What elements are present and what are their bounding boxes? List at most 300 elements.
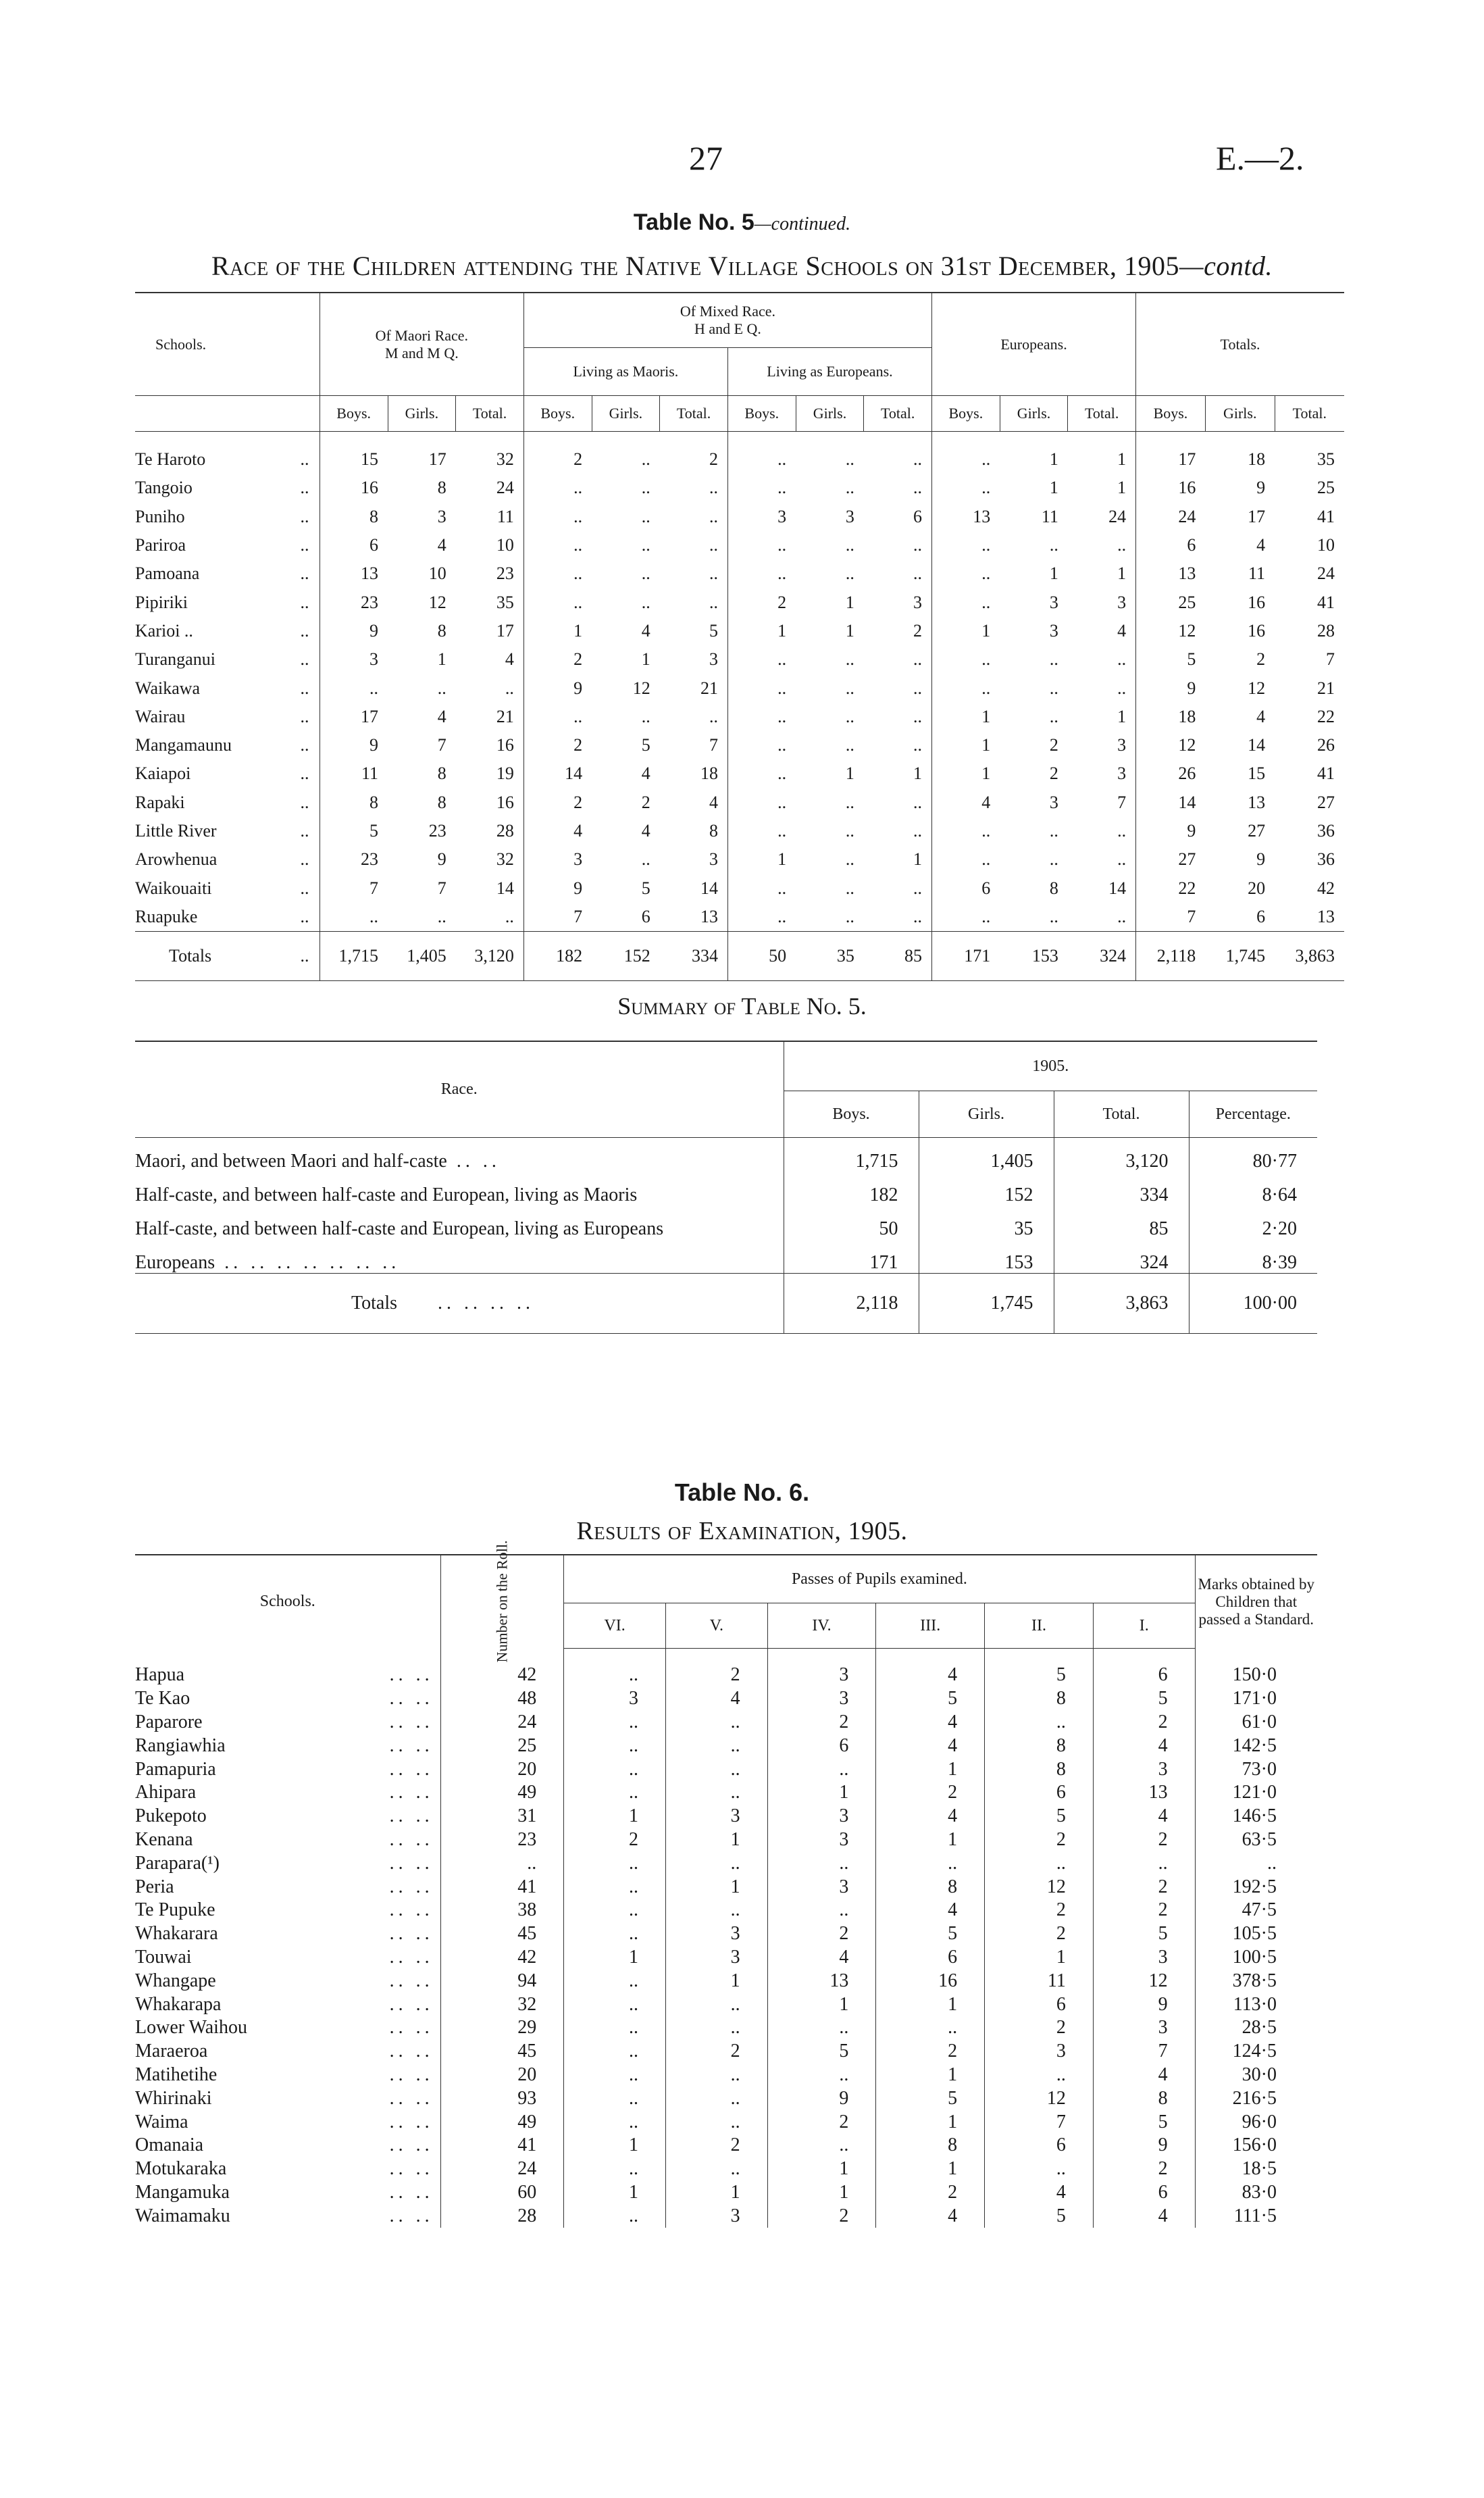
cell-value: .. [1117,821,1127,841]
cell-value: 6 [1256,906,1266,926]
cell-value: .. [665,1734,767,1757]
cell-value: 13 [1317,906,1335,926]
table-row [135,1946,1317,1970]
cell-value: 5 [1093,1922,1195,1946]
col-roll [440,1540,564,1663]
cell-value: 21 [700,678,718,698]
leader-dots: .. [300,849,309,870]
cell-value: .. [641,849,650,870]
leader-dots: .. [300,449,309,470]
table-row [135,1922,1317,1946]
cell-value: 4 [1093,2204,1195,2228]
cell-value: 11 [319,759,388,788]
cell-value: 24 [1136,503,1206,531]
cell-value: 8 [985,1757,1094,1781]
cell-value: 1 [437,649,446,670]
table6-body [135,1649,1317,2228]
leader-dots: .. .. [389,1782,434,1803]
cell-value: 1 [767,1781,876,1805]
leader-dots: .. .. [456,1151,501,1172]
hdr-girls: Girls. [1000,396,1068,432]
cell-value: 6 [641,906,650,926]
hdr-std-iii: III. [876,1603,985,1649]
leader-dots: .. .. [389,1899,434,1921]
cell-value: 48 [440,1687,564,1711]
cell-value: 5 [767,2040,876,2064]
cell-value: 8 [985,1687,1094,1711]
cell-value: 16 [496,735,514,755]
cell-value: 1 [1117,478,1127,498]
cell-value: .. [1117,849,1127,870]
cell-value: 3 [767,1805,876,1828]
cell-value: 32 [496,449,514,470]
cell-value: 18·5 [1195,2157,1317,2181]
cell-value: 6 [985,2134,1094,2157]
race-label [135,1205,784,1239]
cell-value: 3,863 [1275,932,1344,981]
col-race: Race. [135,1041,784,1138]
cell-value: 3 [1117,735,1127,755]
cell-value: .. [564,1899,666,1922]
table-row [135,1899,1317,1922]
summary-title [0,992,1484,1020]
cell-value: 49 [440,2110,564,2134]
cell-value: 35 [796,932,864,981]
cell-value: 7 [1326,649,1335,670]
cell-value: 171 [932,932,1000,981]
cell-value: 36 [1317,849,1335,870]
cell-value: 1 [1049,449,1058,470]
cell-value: 83·0 [1195,2181,1317,2205]
page-number: 27 [689,139,723,177]
school-name: Hapua [135,1664,185,1686]
cell-value: 2 [1093,1711,1195,1734]
school-name: Tangoio [135,478,193,498]
cell-value: .. [564,2204,666,2228]
cell-value: .. [665,1899,767,1922]
cell-value: 16 [876,1969,985,1993]
cell-value: 3 [709,649,718,670]
cell-value: .. [1049,649,1058,670]
col-schools: Schools. [135,293,319,396]
cell-value: .. [709,478,718,498]
cell-value: .. [913,735,922,755]
cell-value: 42 [440,1649,564,1687]
cell-value: .. [440,1851,564,1875]
cell-value: 2 [564,1828,666,1852]
cell-value: 182 [523,932,592,981]
school-name: Karioi .. [135,620,193,641]
cell-value: 3 [1049,620,1058,641]
table-row [135,588,1344,616]
table5-title-text: Table No. 5 [633,209,754,235]
cell-value: .. [709,535,718,555]
cell-value: 9 [523,874,592,902]
cell-value: .. [985,2157,1094,2181]
cell-value: 378·5 [1195,1969,1317,1993]
hdr-boys: Boys. [523,396,592,432]
cell-value: .. [1049,821,1058,841]
cell-value: .. [641,564,650,584]
cell-value: 16 [1136,474,1206,502]
leader-dots: .. .. [389,1876,434,1897]
cell-value: 3 [1093,1757,1195,1781]
cell-value: 1 [876,1828,985,1852]
cell-value: 2 [665,2134,767,2157]
table6-title [0,1478,1484,1507]
cell-value: 6 [913,506,922,526]
cell-value: .. [985,1711,1094,1734]
cell-value: 5 [985,2204,1094,2228]
cell-value: 142·5 [1195,1734,1317,1757]
table-row [135,1828,1317,1852]
cell-value: 150·0 [1195,1649,1317,1687]
cell-value: .. [876,1851,985,1875]
table5-caption-suffix: —contd. [1179,251,1273,281]
cell-value: 5 [985,1649,1094,1687]
cell-value: 85 [864,932,932,981]
leader-dots: .. .. [389,2111,434,2132]
cell-value: 24 [440,2157,564,2181]
cell-value: .. [845,821,854,841]
cell-value: 13 [1093,1781,1195,1805]
cell-value: 14 [700,878,718,898]
cell-value: 32 [496,849,514,870]
cell-value: 11 [1041,506,1058,526]
cell-value: 1 [913,849,922,870]
cell-value: 47·5 [1195,1899,1317,1922]
cell-value: 2 [1093,2157,1195,2181]
school-name: Waikouaiti [135,878,212,898]
cell-value: 25 [1136,588,1206,616]
cell-value: 30·0 [1195,2064,1317,2087]
summary-total-boys: 2,118 [784,1274,919,1334]
table-row [135,1757,1317,1781]
cell-value: .. [564,2110,666,2134]
cell-value: 9 [1093,1993,1195,2016]
table-row [135,1781,1317,1805]
leader-dots: .. [300,821,309,841]
cell-value: 5 [1136,645,1206,674]
cell-value: .. [913,906,922,926]
leader-dots: .. [300,506,309,526]
cell-value: .. [727,789,796,817]
cell-value: .. [845,535,854,555]
cell-value: 1 [1049,478,1058,498]
race-label [135,1239,784,1274]
cell-value: 216·5 [1195,2087,1317,2110]
table-row [135,432,1344,474]
cell-value: 324 [1068,932,1136,981]
cell-value: 38 [440,1899,564,1922]
summary-totals-row [135,1274,1317,1334]
cell-value: 8 [876,1875,985,1899]
leader-dots: .. .. [389,2134,434,2156]
summary-girls: 35 [919,1205,1054,1239]
cell-value: 9 [319,731,388,759]
cell-value: 12 [1248,678,1266,698]
school-name: Te Pupuke [135,1899,215,1921]
cell-value: 1 [932,617,1000,645]
school-name: Whangape [135,1970,216,1991]
cell-value: .. [767,1851,876,1875]
cell-value: 1 [727,617,796,645]
cell-value: .. [727,645,796,674]
table-row [135,2087,1317,2110]
leader-dots: .. [300,792,309,812]
table-row [135,2064,1317,2087]
cell-value: .. [727,674,796,702]
hdr-std-v: V. [665,1603,767,1649]
cell-value: 2 [767,1922,876,1946]
cell-value: .. [727,874,796,902]
table-row [135,474,1344,502]
cell-value: 1 [564,1805,666,1828]
cell-value: 3 [913,592,922,612]
cell-value: 42 [1317,878,1335,898]
cell-value: 18 [1248,449,1266,470]
cell-value: .. [505,678,514,698]
school-name: Te Kao [135,1688,190,1709]
cell-value: .. [641,706,650,726]
table6-title-text: Table No. 6. [674,1478,810,1506]
cell-value: 6 [876,1946,985,1970]
cell-value: .. [523,703,592,731]
col-passes: Passes of Pupils examined. [564,1555,1195,1603]
cell-value: 3 [523,845,592,874]
leader-dots: .. .. [389,1805,434,1827]
leader-dots: .. [300,878,309,898]
school-name: Mangamuka [135,2181,230,2203]
summary-total-total: 3,863 [1054,1274,1189,1334]
cell-value: .. [913,792,922,812]
cell-value: 4 [641,764,650,784]
leader-dots: .. .. [389,1828,434,1850]
cell-value: 3 [1117,592,1127,612]
cell-value: 3 [665,1922,767,1946]
cell-value: .. [1195,1851,1317,1875]
cell-value: 2 [767,2110,876,2134]
school-name: Pipiriki [135,592,188,612]
cell-value: 4 [767,1946,876,1970]
cell-value: 1,715 [319,932,388,981]
cell-value: 4 [876,1711,985,1734]
cell-value: 2 [985,1828,1094,1852]
school-name: Paparore [135,1711,203,1732]
summary-table [135,1041,1317,1334]
summary-girls: 153 [919,1239,1054,1274]
cell-value: 12 [632,678,650,698]
cell-value: 7 [1117,792,1127,812]
cell-value: 3 [319,645,388,674]
cell-value: 27 [1136,845,1206,874]
cell-value: 8 [319,789,388,817]
cell-value: 152 [592,932,660,981]
summary-total-girls: 1,745 [919,1274,1054,1334]
table5-caption [0,250,1484,282]
cell-value: 3 [767,1875,876,1899]
leader-dots: .. .. [389,2041,434,2062]
totals-row [135,932,1344,981]
cell-value: .. [932,531,1000,559]
col-living-maoris: Living as Maoris. [523,348,727,396]
cell-value: 4 [437,706,446,726]
cell-value: .. [845,706,854,726]
cell-value: .. [1093,1851,1195,1875]
race-label [135,1172,784,1205]
col-schools: Schools. [259,1593,315,1611]
cell-value: 6 [767,1734,876,1757]
hdr-girls: Girls. [919,1091,1054,1138]
race-text: Europeans [135,1252,215,1273]
leader-dots: .. [301,932,320,981]
cell-value: 2 [876,2040,985,2064]
school-name: Peria [135,1876,174,1897]
cell-value: 1 [876,1757,985,1781]
cell-value: .. [913,821,922,841]
cell-value: 4 [1256,535,1266,555]
cell-value: .. [1049,535,1058,555]
col-totals: Totals. [1136,293,1344,396]
cell-value: 1 [876,2110,985,2134]
cell-value: 8 [985,1734,1094,1757]
cell-value: 10 [496,535,514,555]
hdr-total: Total. [1054,1091,1189,1138]
cell-value: 23 [319,588,388,616]
leader-dots: .. .. [389,1711,434,1732]
cell-value: 18 [1136,703,1206,731]
school-name: Touwai [135,1946,192,1968]
leader-dots: .. .. [389,1758,434,1780]
cell-value: .. [641,449,650,470]
cell-value: .. [767,2064,876,2087]
col-marks: Marks obtained by Children that passed a Standard. [1195,1555,1317,1649]
cell-value: .. [564,1711,666,1734]
school-name: Little River [135,821,217,841]
cell-value: 6 [985,1993,1094,2016]
cell-value: 113·0 [1195,1993,1317,2016]
cell-value: 9 [523,674,592,702]
cell-value: 24 [1108,506,1127,526]
cell-value: 1 [845,592,854,612]
cell-value: 18 [700,764,718,784]
summary-total: 3,120 [1054,1138,1189,1172]
cell-value: 4 [876,1899,985,1922]
cell-value: 1 [985,1946,1094,1970]
cell-value: .. [767,1899,876,1922]
maori-race-label: Of Maori Race. [375,326,469,344]
cell-value: .. [523,503,592,531]
cell-value: .. [319,903,388,932]
leader-dots: .. .. [389,1946,434,1968]
cell-value: 2 [767,1711,876,1734]
table-row [135,903,1344,932]
cell-value: .. [913,706,922,726]
table-row [135,503,1344,531]
leader-dots: .. .. [389,1852,434,1874]
mixed-race-sub: H and E Q. [694,320,761,337]
cell-value: 26 [1317,735,1335,755]
leader-dots: .. [300,649,309,670]
leader-dots: .. .. .. .. [438,1293,535,1314]
table-row [135,759,1344,788]
cell-value: .. [1117,535,1127,555]
school-name: Pariroa [135,535,186,555]
summary-pct: 2·20 [1189,1205,1317,1239]
table6-caption-text: Results of Examination, 1905. [576,1517,908,1545]
cell-value: 35 [1317,449,1335,470]
cell-value: 1 [932,731,1000,759]
cell-value: 1 [876,2157,985,2181]
cell-value: .. [727,559,796,588]
school-name: Maraeroa [135,2041,208,2062]
cell-value: .. [845,735,854,755]
cell-value: 1 [665,2181,767,2205]
table-row [135,1993,1317,2016]
summary-girls: 152 [919,1172,1054,1205]
cell-value: .. [505,906,514,926]
cell-value: 6 [1093,2181,1195,2205]
school-name: Ahipara [135,1782,197,1803]
cell-value: 6 [319,531,388,559]
school-name: Wairau [135,706,186,726]
cell-value: 1 [767,1993,876,2016]
cell-value: 28 [496,821,514,841]
cell-value: 24 [440,1711,564,1734]
table-row [135,2204,1317,2228]
school-name: Rapaki [135,792,185,812]
cell-value: 50 [727,932,796,981]
cell-value: 3 [564,1687,666,1711]
col-living-europeans: Living as Europeans. [727,348,931,396]
cell-value: 5 [876,1687,985,1711]
cell-value: .. [932,645,1000,674]
leader-dots: .. .. [389,2181,434,2203]
cell-value: 3 [665,1946,767,1970]
table-row [135,2016,1317,2040]
cell-value: 8 [319,503,388,531]
cell-value: 9 [1136,817,1206,845]
school-name: Pamoana [135,564,200,584]
cell-value: 3 [767,1649,876,1687]
school-name: Mangamaunu [135,735,232,755]
hdr-percentage: Percentage. [1189,1091,1317,1138]
cell-value: 16 [1248,620,1266,641]
cell-value: 8 [709,821,718,841]
cell-value: 41 [440,2134,564,2157]
table-row [135,1969,1317,1993]
cell-value: 5 [641,735,650,755]
cell-value: 14 [523,759,592,788]
cell-value: 7 [437,735,446,755]
summary-row [135,1205,1317,1239]
cell-value: 21 [1317,678,1335,698]
hdr-boys: Boys. [319,396,388,432]
cell-value: 1 [932,759,1000,788]
leader-dots: .. [300,678,309,698]
cell-value: 1 [564,1946,666,1970]
leader-dots: .. [300,478,309,498]
cell-value: .. [564,1649,666,1687]
cell-value: .. [319,674,388,702]
cell-value: .. [665,2087,767,2110]
cell-value: 1 [876,2064,985,2087]
cell-value: .. [913,878,922,898]
school-name: Arowhenua [135,849,218,870]
cell-value: 8 [1093,2087,1195,2110]
school-name: Waima [135,2111,188,2132]
leader-dots: .. [300,535,309,555]
